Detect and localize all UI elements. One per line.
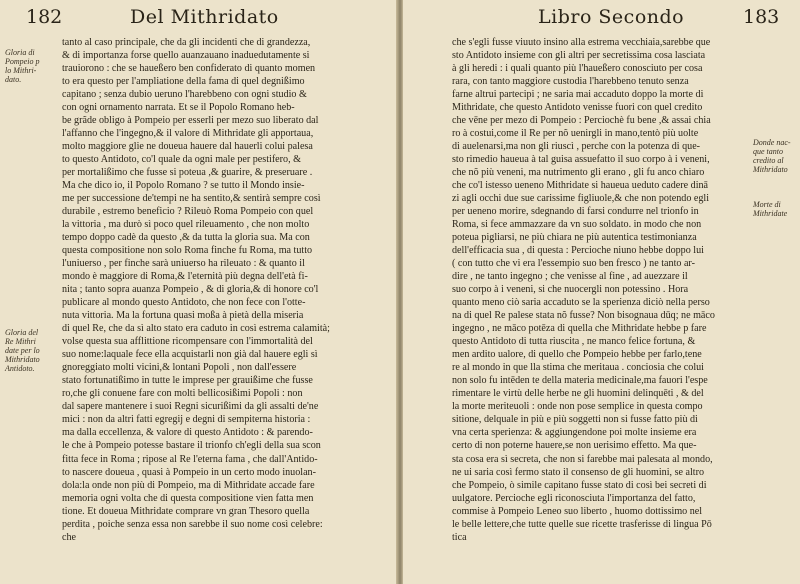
text-line: mondo è maggiore di Roma,& l'eternità più degna dell'età fi- <box>62 271 308 283</box>
text-line: ingegno , ne māco potēza di quella che Mithridate hebbe p fare <box>452 323 707 335</box>
margin-note <box>5 328 40 373</box>
margin-note <box>753 138 791 174</box>
text-line: che <box>62 531 77 543</box>
right-page <box>402 0 800 584</box>
text-line: perdita , poiche senza essa non sarebbe il suo nome così celebre: <box>62 518 323 530</box>
text-line: re al mondo in que lla stima che meritaua . conciosia che colui <box>452 362 704 374</box>
text-line: dola:la onde non più di Pompeio, ma di Mithridate accade fare <box>62 479 315 491</box>
margin-note-line: Mithridato <box>753 165 788 174</box>
text-line: tempo doppo cadè da questo ,& da tutta la gloria sua. Ma con <box>62 232 310 244</box>
text-line: questo Antidoto di tutta riuscita , ne manco felice fortuna, & <box>452 336 696 348</box>
text-line: gnoreggiato molti vicini,& lontani Popoli , non dall'essere <box>62 362 297 374</box>
text-line: l'affanno che l'ingegno,& il valore di Mithridate gli apportaua, <box>62 128 314 140</box>
margin-note <box>753 200 787 218</box>
text-line: non solo fu intēden te della materia medicinale,ma fauori l'espe <box>452 375 708 387</box>
text-line: me per successione de'tempi ne ha sentito,& sentirà sempre così <box>62 193 321 205</box>
text-line: tanto al caso principale, che da gli incidenti che di grandezza, <box>62 37 311 48</box>
text-line: rimentare le virtù delle herbe ne gli huomini delinquēti , & del <box>452 388 704 400</box>
text-line: le che à Pompeio potesse bastare il trionfo ch'egli della sua scon <box>62 440 321 452</box>
page-body-text <box>452 36 752 544</box>
text-line: trauiorono : che se haueßero ben confiderato di quanto momen <box>62 63 316 75</box>
text-line: per ueneno morire, sdegnando di farsi condurre nel trionfo in <box>452 206 699 218</box>
text-line: rara, con tanto maggiore custodia l'harebbeno tenuto senza <box>452 76 689 88</box>
text-line: dal sapere mantenere i suoi Regni sicurißimi da gli assalti de'ne <box>62 401 319 413</box>
text-line: per mortalißimo che fusse si poteua ,& guarire, & preseruare . <box>62 167 313 179</box>
margin-note-line: Mithridate <box>753 209 788 218</box>
margin-note-line: lo Mithri- <box>5 66 37 75</box>
margin-note-line: que tanto <box>753 147 783 156</box>
text-line: na di quel Re palese stata nõ fusse? Non bisognaua dūq; ne māco <box>452 310 715 322</box>
text-line: to nascere doueua , quasi à Pompeio in un certo modo inuolan- <box>62 466 316 478</box>
text-line: commise à Pompeio Leneo suo liberto , huomo dottissimo nel <box>452 505 703 517</box>
text-line: capitano ; senza dubio ueruno l'harebbeno con ogni studio & <box>62 89 307 101</box>
page-body-text <box>62 36 388 544</box>
text-line: suo nome:laquale fece ella acquistarli non già dal hauere egli sì <box>62 349 318 361</box>
text-line: la vittoria , ma durò sì poco quel rileuamento , che non molto <box>62 219 310 231</box>
text-line: ro à costui,come il Re per nõ uenirgli in mano,tentò più uolte <box>452 128 699 140</box>
text-line: sta cosa era sì secreta, che non si farebbe mai palesata al mondo, <box>452 453 713 465</box>
text-line: le belle lettere,che tutte quelle sue ricette trasferisse di lingua Pō <box>452 518 712 530</box>
text-line: mici : non da altri fatti egregij e degni di sempiterna historia : <box>62 414 311 426</box>
text-line: nuta vittoria. Ma la fortuna quasi moßa à pietà della miseria <box>62 310 304 322</box>
text-line: dire , ne tanto ingegno ; che venisse al fine , ad auezzare il <box>452 271 688 283</box>
page-number: 182 <box>26 6 63 28</box>
margin-note-line: date per lo <box>5 346 40 355</box>
margin-note-line: Mithridato <box>5 355 40 364</box>
text-line: che co'l istesso ueneno Mithridate si haueua ueduto cadere dinā <box>452 180 709 192</box>
text-line: questa compositione non solo Roma finche fu Roma, ma tutto <box>62 245 313 257</box>
text-line: ma dalla eccellenza, & valore di questo Antidoto : & parendo- <box>62 427 313 439</box>
text-line: be grãde obligo à Pompeio per esserli per mezo suo liberato dal <box>62 115 319 127</box>
text-line: che vēne per mezo di Pompeio : Perciochè fu bene ,& assai chia <box>452 115 711 127</box>
text-line: ne ui saria così fermo stato il consenso de gli huomini, se altro <box>452 466 705 478</box>
text-line: nita ; tanto sopra auanza Pompeio , & di gloria,& di honore co'l <box>62 284 319 296</box>
text-line: Roma, si fece ammazzare da vn suo soldato. in modo che non <box>452 219 702 231</box>
text-line: tica <box>452 531 467 543</box>
margin-note-line: dato. <box>5 75 22 84</box>
text-line: Mithridate, che questo Antidoto venisse fuori con quel credito <box>452 102 703 114</box>
text-line: fitta fece in Roma ; ripose al Re l'eterna fama , che dall'Antido- <box>62 453 318 465</box>
margin-note-line: Pompeio p <box>5 57 40 66</box>
text-line: volse questa sua afflittione ricompensare con l'immortalità del <box>62 336 313 348</box>
margin-note-line: Donde nac- <box>753 138 791 147</box>
margin-note-line: credito al <box>753 156 784 165</box>
text-line: di auelenarsi,ma non gli riuscì , perche con la potenza di que- <box>452 141 701 153</box>
text-line: memoria ogni volta che di questa compositione vien fatta men <box>62 492 314 504</box>
text-line: publicare al mondo questo Antidoto, che non fece con l'otte- <box>62 297 306 309</box>
text-line: uulgatore. Percioche egli riconosciuta l'importanza del fatto, <box>452 492 696 504</box>
text-line: tione. Et doueua Mithridate comprare vn gran Thesoro quella <box>62 505 310 517</box>
text-line: farne altrui partecipi ; ne saria mai accaduto doppo la morte di <box>452 89 704 101</box>
text-line: zi agli occhi due sue carissime figliuole,& che non potendo egli <box>452 193 710 205</box>
text-line: che nõ più veneni, ma nutrimento gli erano , gli fu anco chiaro <box>452 167 705 179</box>
text-line: stato fortunatißimo in tutte le imprese per grauißime che fusse <box>62 375 313 387</box>
text-line: durabile , estremo beneficio ? Rileuò Roma Pompeio con quel <box>62 206 314 218</box>
text-line: ( con tutto che vi era l'essempio suo ben fresco ) ne tanto ar- <box>452 258 695 270</box>
margin-note-line: Morte di <box>753 200 781 209</box>
text-line: vna certa sperienza: & aggiungendone poi molte insieme era <box>452 427 697 439</box>
text-line: ro,che gli conuene fare con molti bellicosißimi Popoli : non <box>62 388 303 400</box>
margin-note <box>5 48 39 84</box>
text-line: l'uniuerso , per finche sarà uniuerso ha rileuato : & quanto il <box>62 258 305 270</box>
text-line: che s'egli fusse viuuto insino alla estrema vecchiaia,sarebbe que <box>452 37 711 48</box>
text-line: la morte meriteuoli : onde non pose semplice in questa compo <box>452 401 703 413</box>
text-line: di quel Re, che da sì alto stato era caduto in così estrema calamità; <box>62 323 330 335</box>
text-line: to questo Antidoto, co'l quale da ogni male per pestifero, & <box>62 154 301 166</box>
text-line: men ardito ualore, di quello che Pompeio hebbe per farlo,tene <box>452 349 702 361</box>
text-line: Ma che dico io, il Popolo Romano ? se tutto il Mondo insie- <box>62 180 305 192</box>
text-line: sto rimedio haueua à tal guisa assuefatto il suo corpo à i veneni, <box>452 154 710 166</box>
text-line: poteua pigliarsi, ne più chiara ne più autentica testimonianza <box>452 232 697 244</box>
text-line: con ogni ornamento narrata. Et se il Popolo Romano heb- <box>62 102 295 114</box>
text-line: sitione, delquale in più e più soggetti non si fusse fatto più di <box>452 414 698 426</box>
text-line: à gli heredi : i quali quanto più l'haueßero conosciuto per cosa <box>452 63 703 75</box>
margin-note-line: Re Mithri <box>5 337 36 346</box>
text-line: molto maggiore glie ne doueua hauere dal hauerli colui palesa <box>62 141 313 153</box>
text-line: & di importanza forse quello auanzauano inaduedutamente si <box>62 50 310 62</box>
left-page <box>0 0 398 584</box>
text-line: dell'efficacia sua , di questa : Percioche niuno hebbe doppo lui <box>452 245 704 257</box>
text-line: quanto meno ciò saria accaduto se la sperienza diciò nella perso <box>452 297 710 309</box>
running-head: Del Mithridato <box>130 6 279 28</box>
margin-note-line: Gloria di <box>5 48 35 57</box>
text-line: certo di non poterne hauere,se non uerisimo effetto. Ma que- <box>452 440 697 452</box>
text-line: suo corpo à i veneni, si che nuocergli non potessino . Hora <box>452 284 689 296</box>
text-line: sto Antidoto insieme con gli altri per secretissima cosa lasciata <box>452 50 706 62</box>
margin-note-line: Gloria del <box>5 328 39 337</box>
page-number: 183 <box>743 6 780 28</box>
running-head: Libro Secondo <box>538 6 685 28</box>
text-line: che Pompeio, ò simile capitano fusse stato di così bei secreti di <box>452 479 707 491</box>
text-line: to era questo per l'ampliatione della fama di quel degnißimo <box>62 76 305 88</box>
margin-note-line: Antidoto. <box>5 364 35 373</box>
